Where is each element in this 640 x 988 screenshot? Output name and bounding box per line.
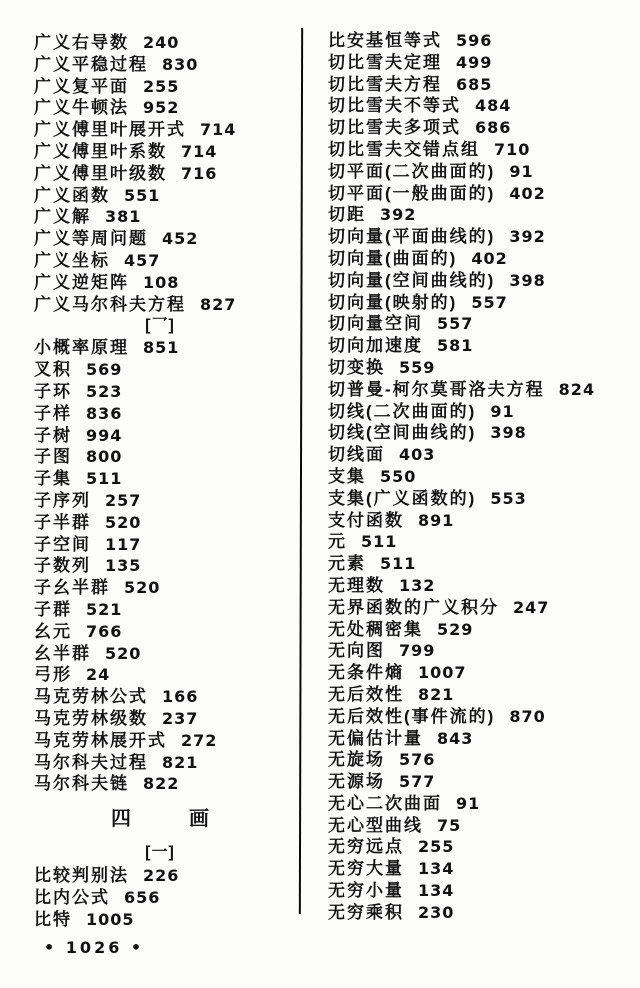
entry-term: 切线(二次曲面的) xyxy=(328,401,477,421)
entry-term: 广义复平面 xyxy=(34,76,129,96)
entry-page-number: 529 xyxy=(437,619,474,639)
entry-term: 子半群 xyxy=(34,512,91,532)
index-entry xyxy=(328,117,628,139)
entry-term: 切线(空间曲线的) xyxy=(328,423,477,443)
index-entry xyxy=(34,708,286,730)
entry-term: 子数列 xyxy=(34,556,91,576)
index-entry xyxy=(328,357,628,379)
entry-term: 切比雪夫多项式 xyxy=(328,118,461,138)
entry-page-number: 576 xyxy=(399,750,436,770)
page-number: • 1026 • xyxy=(44,938,145,957)
index-entry xyxy=(34,730,286,752)
entry-term: 切普曼-柯尔莫哥洛夫方程 xyxy=(328,379,545,399)
entry-page-number: 240 xyxy=(143,33,180,52)
entry-page-number: 822 xyxy=(143,774,180,794)
index-entry xyxy=(34,555,286,577)
index-entry xyxy=(328,836,628,858)
index-entry xyxy=(328,902,628,924)
entry-page-number: 237 xyxy=(162,708,199,728)
right-column xyxy=(328,30,628,924)
entry-term: 小概率原理 xyxy=(34,338,129,358)
entry-term: 切向量(平面曲线的) xyxy=(328,227,496,247)
index-entry xyxy=(328,313,628,335)
entry-term: 切比雪夫方程 xyxy=(328,74,442,94)
entry-page-number: 714 xyxy=(181,141,218,161)
index-entry xyxy=(328,619,628,641)
entry-term: 子树 xyxy=(34,425,72,445)
stroke-type-subheader: [一] xyxy=(145,844,175,862)
index-entry xyxy=(328,728,628,750)
entry-page-number: 557 xyxy=(437,314,474,334)
index-entry xyxy=(328,204,628,226)
entry-page-number: 511 xyxy=(86,469,123,489)
entry-term: 子空间 xyxy=(34,534,91,554)
index-entry xyxy=(328,749,628,771)
index-entry xyxy=(34,512,286,534)
entry-page-number: 134 xyxy=(418,881,455,901)
entry-term: 切变换 xyxy=(328,357,385,377)
entry-term: 切比雪夫不等式 xyxy=(328,96,461,116)
index-entry xyxy=(328,248,628,270)
entry-term: 广义函数 xyxy=(34,185,110,205)
entry-page-number: 91 xyxy=(490,401,515,421)
entry-term: 广义牛顿法 xyxy=(34,98,129,118)
entry-page-number: 821 xyxy=(162,752,199,772)
index-entry xyxy=(328,270,628,292)
entry-term: 广义解 xyxy=(34,207,91,227)
index-entry xyxy=(34,141,286,163)
entry-term: 广义马尔科夫方程 xyxy=(34,294,186,314)
entry-term: 无后效性 xyxy=(328,684,404,704)
entry-page-number: 398 xyxy=(509,270,546,290)
index-entry xyxy=(34,119,286,141)
entry-term: 广义平稳过程 xyxy=(34,54,148,74)
entry-term: 马克劳林展开式 xyxy=(34,730,167,750)
index-entry xyxy=(328,880,628,902)
entry-page-number: 398 xyxy=(490,423,527,443)
entry-term: 无穷乘积 xyxy=(328,902,404,922)
entry-term: 元素 xyxy=(328,554,366,574)
entry-page-number: 891 xyxy=(418,510,455,530)
index-entry xyxy=(328,662,628,684)
entry-term: 无穷大量 xyxy=(328,859,404,879)
entry-page-number: 255 xyxy=(418,837,455,857)
index-entry xyxy=(34,643,286,665)
entry-page-number: 686 xyxy=(475,118,512,138)
entry-term: 广义坐标 xyxy=(34,250,110,270)
entry-page-number: 553 xyxy=(490,488,527,508)
entry-page-number: 452 xyxy=(162,229,199,249)
entry-term: 无偏估计量 xyxy=(328,728,423,748)
entry-term: 叉积 xyxy=(34,360,72,380)
entry-page-number: 824 xyxy=(558,379,596,399)
index-entry xyxy=(328,74,628,96)
entry-term: 无向图 xyxy=(328,641,385,661)
index-entry xyxy=(34,490,286,512)
entry-page-number: 108 xyxy=(143,272,180,292)
entry-term: 无界函数的广义积分 xyxy=(328,597,499,617)
index-entry xyxy=(34,865,286,887)
index-entry xyxy=(34,54,286,76)
index-entry xyxy=(34,887,286,909)
index-entry xyxy=(34,686,286,708)
entry-page-number: 523 xyxy=(86,381,123,401)
entry-page-number: 1007 xyxy=(418,663,467,683)
entry-term: 广义傅里叶系数 xyxy=(34,141,167,161)
entry-page-number: 952 xyxy=(143,98,180,118)
entry-page-number: 550 xyxy=(380,466,417,486)
entry-page-number: 581 xyxy=(437,336,474,356)
entry-term: 弓形 xyxy=(34,665,72,685)
header-character: 画 xyxy=(189,807,209,830)
index-entry xyxy=(34,250,286,272)
column-divider-rule xyxy=(299,28,303,914)
entry-page-number: 91 xyxy=(456,793,481,813)
entry-page-number: 117 xyxy=(105,534,142,554)
entry-term: 广义右导数 xyxy=(34,33,129,52)
index-entry xyxy=(328,52,628,74)
entry-term: 比安基恒等式 xyxy=(328,31,442,50)
entry-term: 无心二次曲面 xyxy=(328,793,442,813)
entry-term: 切距 xyxy=(328,205,366,225)
entry-term: 无源场 xyxy=(328,772,385,792)
entry-term: 切向量(空间曲线的) xyxy=(328,270,496,290)
entry-term: 子幺半群 xyxy=(34,578,110,598)
index-entry xyxy=(34,909,286,931)
entry-page-number: 457 xyxy=(124,250,161,270)
entry-page-number: 716 xyxy=(181,163,218,183)
entry-term: 无穷小量 xyxy=(328,881,404,901)
index-entry xyxy=(34,577,286,599)
entry-page-number: 511 xyxy=(361,532,398,552)
entry-page-number: 484 xyxy=(475,96,512,116)
entry-page-number: 75 xyxy=(437,815,462,835)
entry-term: 切线面 xyxy=(328,445,385,465)
entry-page-number: 247 xyxy=(513,597,550,617)
index-entry xyxy=(328,161,628,183)
index-entry xyxy=(34,425,286,447)
index-entry xyxy=(328,466,628,488)
entry-page-number: 520 xyxy=(124,578,161,598)
entry-term: 子序列 xyxy=(34,490,91,510)
entry-term: 无心型曲线 xyxy=(328,815,423,835)
entry-term: 无理数 xyxy=(328,575,385,595)
entry-term: 广义傅里叶级数 xyxy=(34,163,167,183)
entry-page-number: 132 xyxy=(399,575,436,595)
entry-term: 广义傅里叶展开式 xyxy=(34,120,186,140)
index-entry xyxy=(34,752,286,774)
entry-page-number: 551 xyxy=(124,185,161,205)
index-entry xyxy=(328,379,628,401)
entry-term: 幺元 xyxy=(34,621,72,641)
index-entry xyxy=(34,403,286,425)
header-character: 四 xyxy=(111,807,131,830)
entry-term: 无处稠密集 xyxy=(328,619,423,639)
entry-term: 切向加速度 xyxy=(328,336,423,356)
entry-term: 马克劳林公式 xyxy=(34,687,148,707)
entry-page-number: 827 xyxy=(200,294,237,314)
entry-page-number: 520 xyxy=(105,512,142,532)
entry-term: 比特 xyxy=(34,909,72,929)
index-entry xyxy=(34,97,286,119)
entry-page-number: 226 xyxy=(143,866,180,886)
stroke-type-subheader: [乛] xyxy=(145,317,175,335)
index-entry xyxy=(328,531,628,553)
entry-page-number: 685 xyxy=(456,74,493,94)
entry-term: 子样 xyxy=(34,403,72,423)
index-entry xyxy=(34,163,286,185)
index-entry xyxy=(328,95,628,117)
entry-page-number: 520 xyxy=(105,643,142,663)
index-entry xyxy=(34,185,286,207)
entry-page-number: 1005 xyxy=(86,909,135,929)
index-entry xyxy=(34,272,286,294)
entry-page-number: 257 xyxy=(105,490,142,510)
index-entry xyxy=(34,599,286,621)
index-entry xyxy=(34,228,286,250)
entry-page-number: 799 xyxy=(399,641,436,661)
index-entry xyxy=(34,534,286,556)
index-entry xyxy=(328,858,628,880)
entry-page-number: 255 xyxy=(143,76,180,96)
index-entry xyxy=(328,553,628,575)
entry-page-number: 714 xyxy=(200,120,237,140)
entry-page-number: 710 xyxy=(494,139,531,159)
entry-term: 元 xyxy=(328,532,347,552)
entry-page-number: 870 xyxy=(509,706,546,726)
entry-term: 切向量(映射的) xyxy=(328,292,458,312)
stroke-count-header xyxy=(34,799,286,833)
entry-term: 无穷远点 xyxy=(328,837,404,857)
entry-page-number: 381 xyxy=(105,207,142,227)
entry-page-number: 569 xyxy=(86,360,123,380)
entry-term: 无条件熵 xyxy=(328,663,404,683)
entry-page-number: 577 xyxy=(399,772,436,792)
index-entry xyxy=(34,664,286,686)
entry-term: 切平面(一般曲面的) xyxy=(328,183,496,203)
entry-term: 无后效性(事件流的) xyxy=(328,706,496,726)
index-entry xyxy=(34,621,286,643)
entry-page-number: 402 xyxy=(509,183,546,203)
index-entry xyxy=(34,32,286,54)
entry-page-number: 392 xyxy=(380,205,417,225)
index-entry xyxy=(328,401,628,423)
index-entry xyxy=(328,335,628,357)
entry-term: 支集 xyxy=(328,466,366,486)
index-entry xyxy=(34,468,286,490)
entry-page-number: 135 xyxy=(105,556,142,576)
entry-page-number: 392 xyxy=(509,227,546,247)
entry-page-number: 994 xyxy=(86,425,123,445)
entry-page-number: 230 xyxy=(418,902,455,922)
entry-term: 切比雪夫交错点组 xyxy=(328,139,480,159)
index-entry xyxy=(328,444,628,466)
entry-page-number: 851 xyxy=(143,338,180,358)
index-entry xyxy=(328,575,628,597)
entry-page-number: 24 xyxy=(86,665,111,685)
entry-page-number: 836 xyxy=(86,403,123,423)
entry-page-number: 91 xyxy=(509,161,534,181)
entry-term: 切向量(曲面的) xyxy=(328,248,458,268)
index-entry xyxy=(328,771,628,793)
entry-page-number: 656 xyxy=(124,887,161,907)
index-entry xyxy=(328,226,628,248)
index-entry xyxy=(328,706,628,728)
entry-term: 幺半群 xyxy=(34,643,91,663)
index-entry xyxy=(34,359,286,381)
entry-page-number: 830 xyxy=(162,54,199,74)
entry-page-number: 521 xyxy=(86,599,123,619)
entry-term: 马克劳林级数 xyxy=(34,708,148,728)
entry-term: 子群 xyxy=(34,599,72,619)
entry-page-number: 166 xyxy=(162,687,199,707)
left-column xyxy=(34,32,286,930)
index-entry xyxy=(328,183,628,205)
index-entry xyxy=(328,139,628,161)
entry-term: 子集 xyxy=(34,469,72,489)
index-entry xyxy=(34,773,286,795)
index-entry xyxy=(34,76,286,98)
index-entry xyxy=(34,337,286,359)
entry-page-number: 511 xyxy=(380,554,417,574)
index-entry xyxy=(328,292,628,314)
entry-term: 支付函数 xyxy=(328,510,404,530)
entry-term: 马尔科夫链 xyxy=(34,774,129,794)
entry-page-number: 272 xyxy=(181,730,218,750)
index-entry xyxy=(328,597,628,619)
entry-term: 切平面(二次曲面的) xyxy=(328,161,496,181)
entry-term: 广义等周问题 xyxy=(34,229,148,249)
entry-term: 比较判别法 xyxy=(34,866,129,886)
index-entry xyxy=(328,793,628,815)
entry-page-number: 403 xyxy=(399,445,436,465)
entry-term: 切向量空间 xyxy=(328,314,423,334)
entry-term: 无旋场 xyxy=(328,750,385,770)
entry-page-number: 821 xyxy=(418,684,455,704)
entry-page-number: 800 xyxy=(86,447,123,467)
index-entry xyxy=(34,381,286,403)
entry-page-number: 843 xyxy=(437,728,474,748)
entry-term: 支集(广义函数的) xyxy=(328,488,477,508)
entry-page-number: 559 xyxy=(399,357,436,377)
entry-term: 切比雪夫定理 xyxy=(328,52,442,72)
index-entry xyxy=(34,206,286,228)
index-entry xyxy=(34,294,286,316)
index-entry xyxy=(328,30,628,52)
entry-term: 比内公式 xyxy=(34,887,110,907)
entry-page-number: 557 xyxy=(471,292,508,312)
index-entry xyxy=(328,510,628,532)
entry-page-number: 134 xyxy=(418,859,455,879)
entry-term: 广义逆矩阵 xyxy=(34,272,129,292)
entry-term: 子图 xyxy=(34,447,72,467)
entry-page-number: 766 xyxy=(86,621,123,641)
index-entry xyxy=(328,488,628,510)
entry-term: 子环 xyxy=(34,381,72,401)
entry-page-number: 499 xyxy=(456,52,493,72)
entry-page-number: 402 xyxy=(471,248,508,268)
index-entry xyxy=(328,640,628,662)
entry-page-number: 596 xyxy=(456,31,493,50)
index-entry xyxy=(328,815,628,837)
index-entry xyxy=(34,446,286,468)
index-entry xyxy=(328,422,628,444)
entry-term: 马尔科夫过程 xyxy=(34,752,148,772)
index-entry xyxy=(328,684,628,706)
